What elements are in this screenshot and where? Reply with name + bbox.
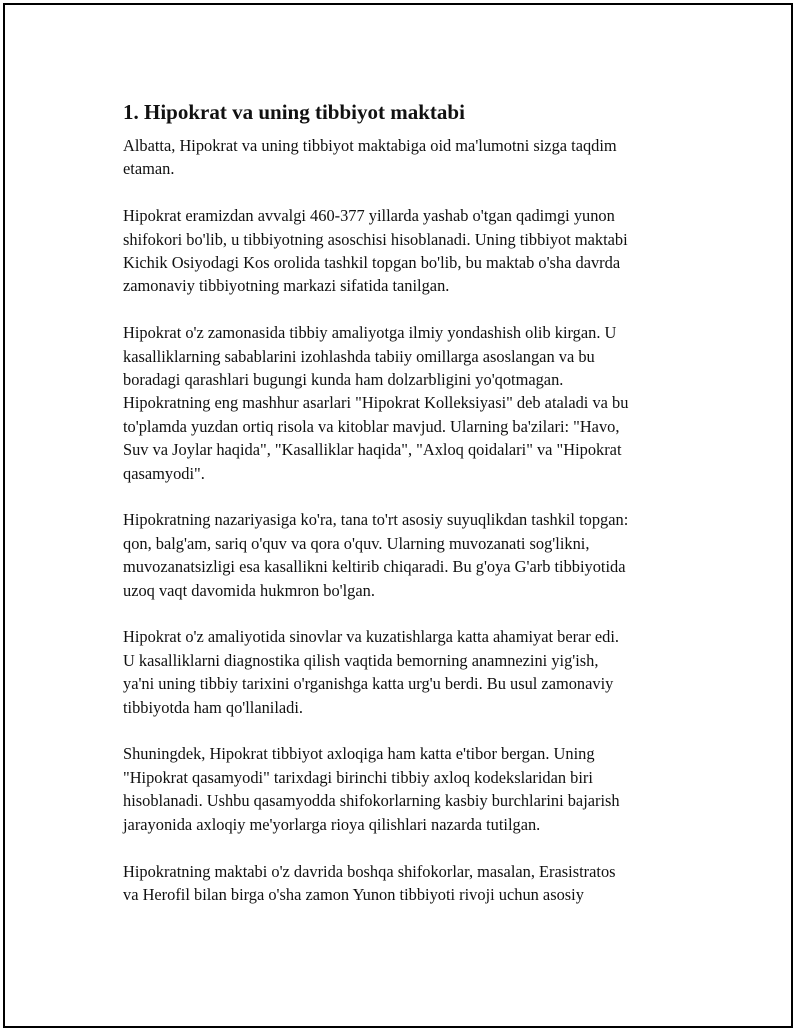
document-body: [123, 98, 693, 930]
paragraph-line: Hipokrat eramizdan avvalgi 460-377 yillarda yashab o'tgan qadimgi yunon: [123, 206, 615, 226]
paragraph-line: etaman.: [123, 159, 175, 179]
paragraph-line: Kichik Osiyodagi Kos orolida tashkil topgan bo'lib, bu maktab o'sha davrda: [123, 253, 621, 273]
paragraph-line: Suv va Joylar haqida", "Kasalliklar haqida", "Axloq qoidalari" va "Hipokrat: [123, 440, 622, 460]
paragraph-line: boradagi qarashlari bugungi kunda ham dolzarbligini yo'qotmagan.: [123, 370, 564, 390]
paragraph-line: to'plamda yuzdan ortiq risola va kitoblar mavjud. Ularning ba'zilari: "Havo,: [123, 416, 620, 436]
paragraph-line: tibbiyotda ham qo'llaniladi.: [123, 697, 304, 717]
paragraph-line: "Hipokrat qasamyodi" tarixdagi birinchi tibbiy axloq kodekslaridan biri: [123, 767, 593, 787]
paragraph-line: shifokori bo'lib, u tibbiyotning asoschisi hisoblanadi. Uning tibbiyot maktabi: [123, 229, 628, 249]
paragraph-line: Shuningdek, Hipokrat tibbiyot axloqiga ham katta e'tibor bergan. Uning: [123, 744, 595, 764]
paragraph-line: Hipokrat o'z zamonasida tibbiy amaliyotga ilmiy yondashish olib kirgan. U: [123, 323, 617, 343]
page-border: [3, 3, 793, 1028]
paragraph-container: [123, 134, 693, 906]
paragraph-line: muvozanatsizligi esa kasallikni keltirib chiqaradi. Bu g'oya G'arb tibbiyotida: [123, 557, 626, 577]
paragraph-line: Hipokratning eng mashhur asarlari "Hipokrat Kolleksiyasi" deb ataladi va bu: [123, 393, 629, 413]
paragraph: [123, 204, 693, 298]
paragraph-line: Hipokratning maktabi o'z davrida boshqa shifokorlar, masalan, Erasistratos: [123, 861, 616, 881]
document-heading: 1. Hipokrat va uning tibbiyot maktabi: [123, 100, 465, 124]
paragraph-line: qon, balg'am, sariq o'quv va qora o'quv. Ularning muvozanati sog'likni,: [123, 533, 590, 553]
paragraph-line: qasamyodi".: [123, 463, 205, 483]
paragraph-line: uzoq vaqt davomida hukmron bo'lgan.: [123, 580, 375, 600]
paragraph-line: va Herofil bilan birga o'sha zamon Yunon tibbiyoti rivoji uchun asosiy: [123, 884, 584, 904]
paragraph-line: U kasalliklarni diagnostika qilish vaqtida bemorning anamnezini yig'ish,: [123, 650, 599, 670]
paragraph: [123, 742, 693, 836]
paragraph: [123, 508, 693, 602]
paragraph-line: jarayonida axloqiy me'yorlarga rioya qilishlari nazarda tutilgan.: [123, 814, 541, 834]
paragraph-line: zamonaviy tibbiyotning markazi sifatida tanilgan.: [123, 276, 450, 296]
paragraph: [123, 321, 693, 485]
paragraph-line: ya'ni uning tibbiy tarixini o'rganishga katta urg'u berdi. Bu usul zamonaviy: [123, 674, 614, 694]
paragraph-line: Hipokrat o'z amaliyotida sinovlar va kuzatishlarga katta ahamiyat berar edi.: [123, 627, 620, 647]
paragraph: [123, 860, 693, 907]
paragraph-line: hisoblanadi. Ushbu qasamyodda shifokorlarning kasbiy burchlarini bajarish: [123, 791, 620, 811]
paragraph: [123, 134, 693, 181]
paragraph-line: Hipokratning nazariyasiga ko'ra, tana to'rt asosiy suyuqlikdan tashkil topgan:: [123, 510, 629, 530]
paragraph-line: kasalliklarning sabablarini izohlashda tabiiy omillarga asoslangan va bu: [123, 346, 595, 366]
paragraph-line: Albatta, Hipokrat va uning tibbiyot maktabiga oid ma'lumotni sizga taqdim: [123, 136, 617, 155]
paragraph: [123, 625, 693, 719]
